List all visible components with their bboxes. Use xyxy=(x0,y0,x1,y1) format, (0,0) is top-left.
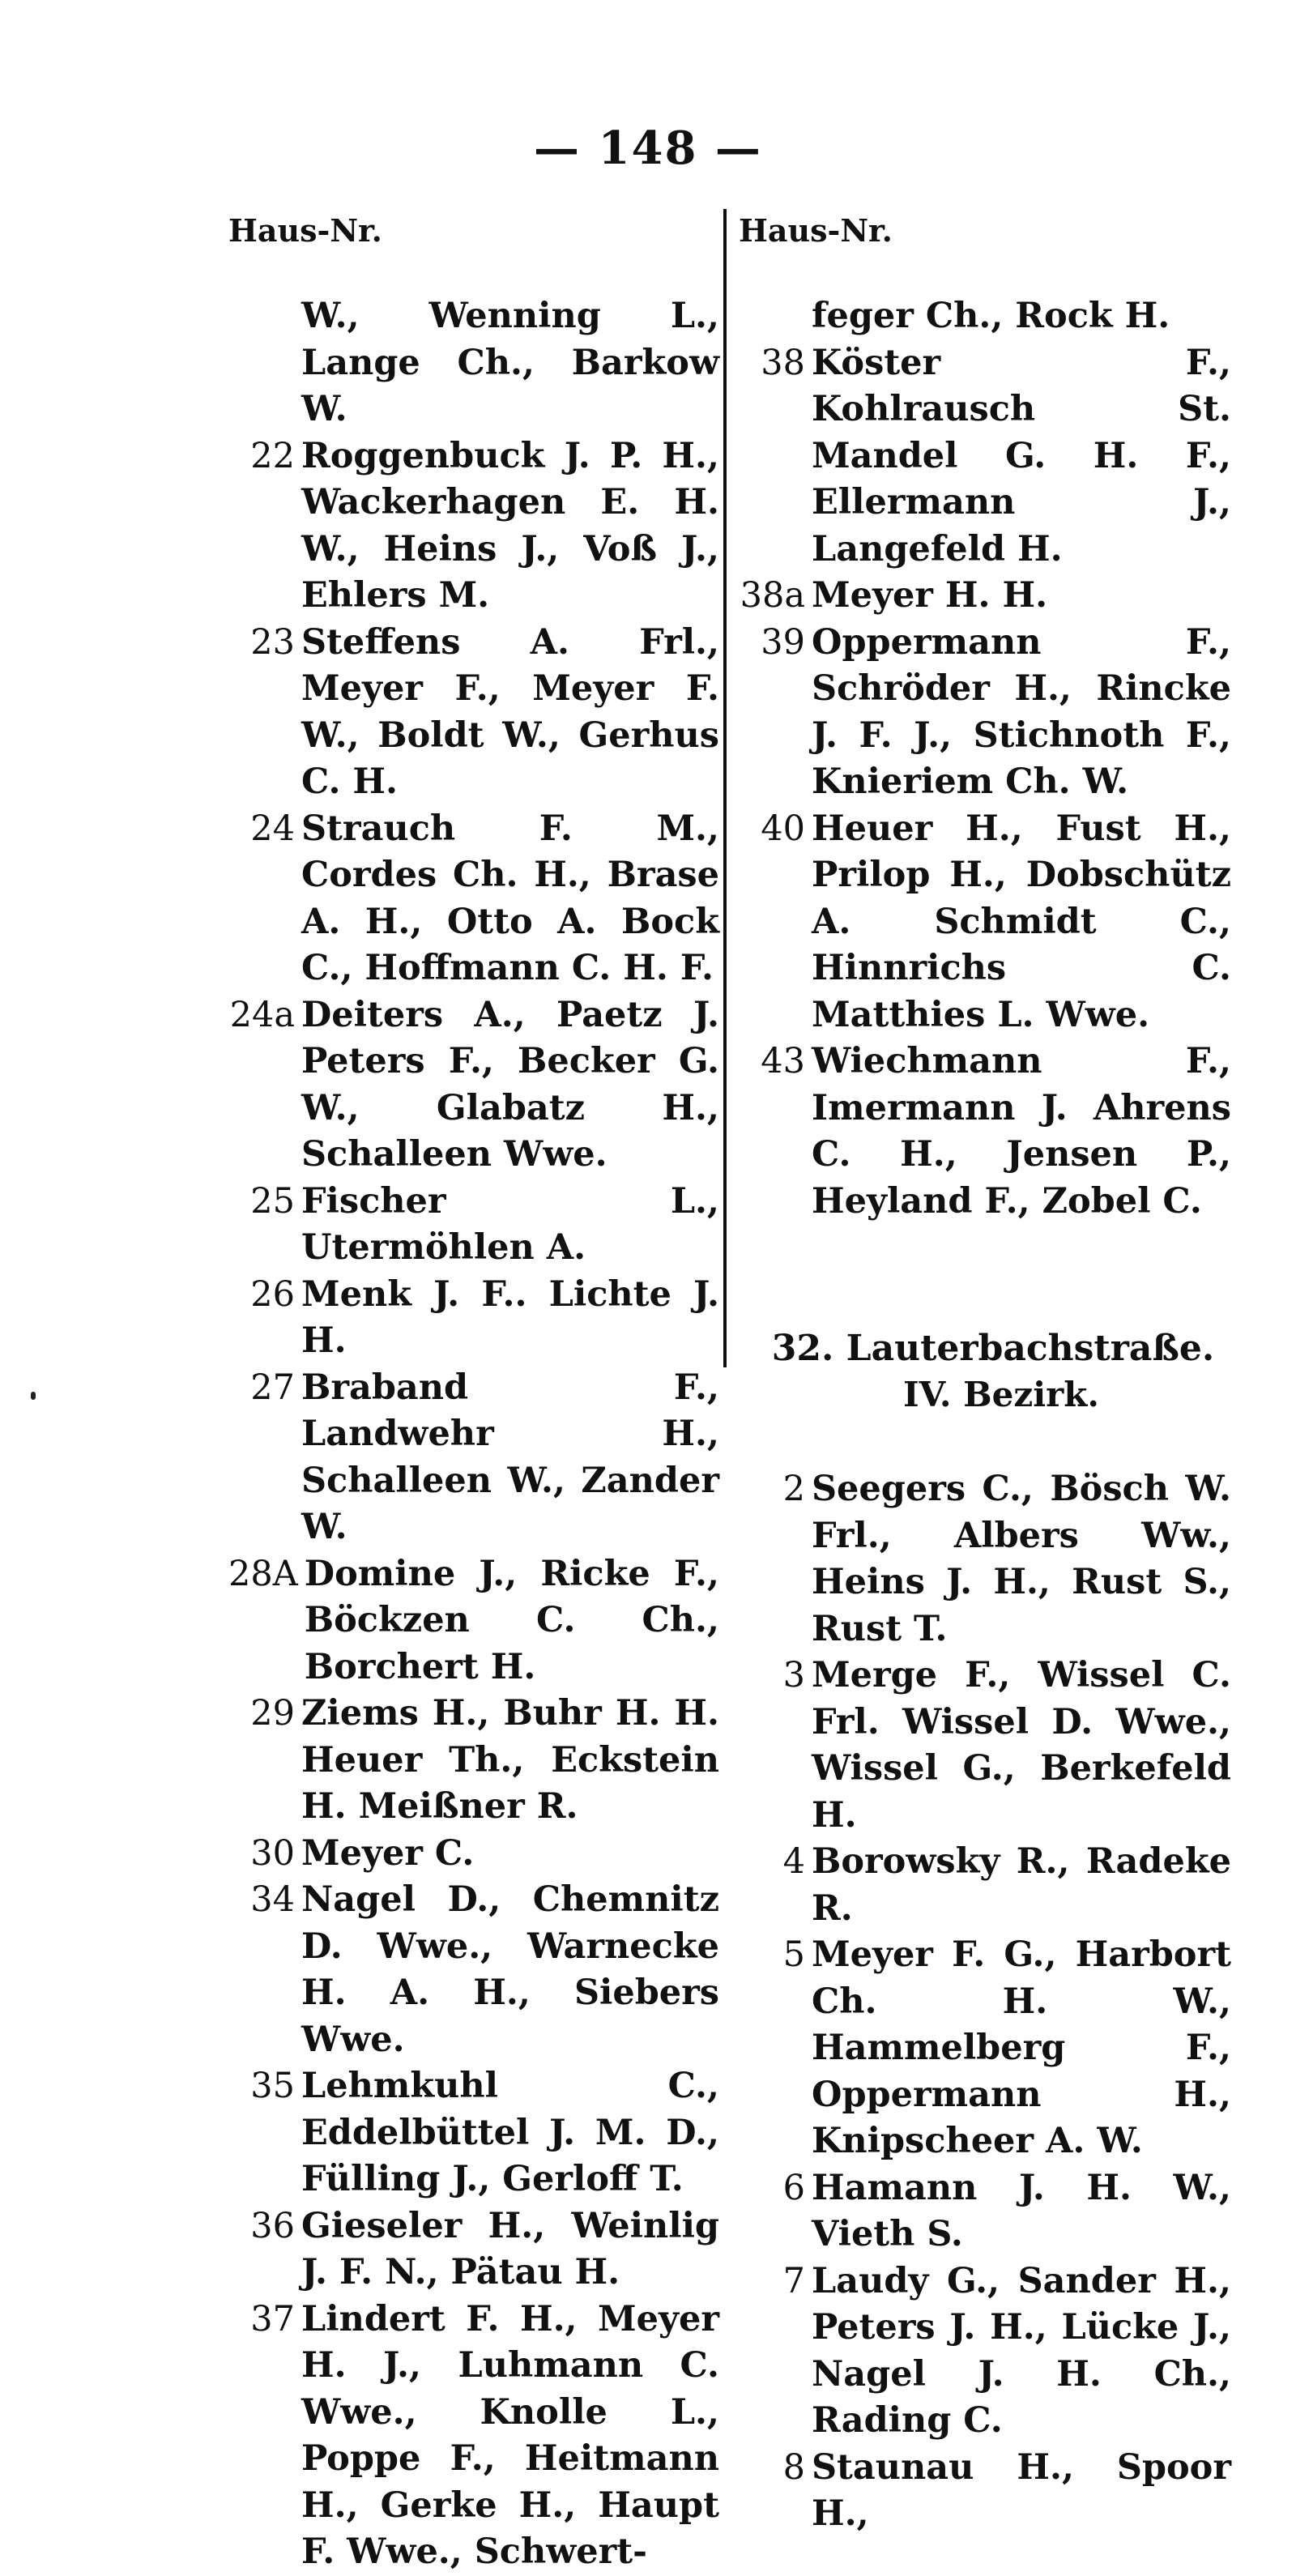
house-number: 39 xyxy=(761,621,805,663)
list-item xyxy=(739,2258,1231,2445)
list-item xyxy=(228,2297,719,2576)
residents: Deiters A., Paetz J. Peters F., Becker G. W., Glabatz H., Schalleen Wwe. xyxy=(301,994,719,1175)
residents: Strauch F. M., Cordes Ch. H., Brase A. H., Otto A. Bock C., Hoffmann C. H. F. xyxy=(301,808,719,988)
house-number: 4 xyxy=(782,1841,805,1882)
residents: Meyer C. xyxy=(301,1832,475,1874)
residents: Gieseler H., Weinlig J. F. N., Pätau H. xyxy=(301,2205,719,2292)
list-item xyxy=(228,433,719,620)
list-item xyxy=(739,573,1231,620)
residents: Meyer H. H. xyxy=(812,575,1048,616)
residents: W., Wenning L., Lange Ch., Barkow W. xyxy=(301,296,719,429)
residents: Ziems H., Buhr H. H. Heuer Th., Eckstein H. Meißner R. xyxy=(301,1693,719,1827)
district-heading: IV. Bezirk. xyxy=(902,1375,1099,1414)
list-item xyxy=(228,1551,719,1691)
list-item xyxy=(739,1466,1231,1653)
residents: Hamann J. H. W., Vieth S. xyxy=(812,2167,1231,2254)
list-item xyxy=(739,1932,1231,2165)
residents: Laudy G., Sander H., Peters J. H., Lücke J., Nagel J. H. Ch., Rading C. xyxy=(812,2260,1231,2441)
list-item xyxy=(228,806,719,992)
column-divider xyxy=(723,209,727,1367)
residents: Heuer H., Fust H., Prilop H., Dobschütz A. Schmidt C., Hinnrichs C. Matthies L. Wwe. xyxy=(812,808,1231,1035)
list-item xyxy=(228,2203,719,2297)
list-item xyxy=(739,1039,1231,1225)
house-number: 26 xyxy=(250,1273,295,1315)
list-item xyxy=(739,2445,1231,2538)
house-number: 24 xyxy=(250,808,295,849)
residents: Braband F., Landwehr H., Schalleen W., Zander W. xyxy=(301,1367,719,1547)
house-number: 2 xyxy=(782,1469,805,1509)
residents: Domine J., Ricke F., Böckzen C. Ch., Borchert H. xyxy=(304,1553,719,1687)
house-number: 38 xyxy=(761,342,805,383)
residents: Roggenbuck J. P. H., Wackerhagen E. H. W., Heins J., Voß J., Ehlers M. xyxy=(301,435,719,616)
house-number: 40 xyxy=(761,808,805,849)
list-item xyxy=(739,340,1231,574)
list-item xyxy=(739,806,1231,1039)
house-number: 37 xyxy=(250,2298,295,2339)
list-item xyxy=(228,992,719,1179)
right-column-header: Haus-Nr. xyxy=(739,212,893,249)
list-item xyxy=(228,1179,719,1272)
house-number: 28A xyxy=(228,1553,298,1594)
house-number: 23 xyxy=(250,621,295,663)
house-number: 7 xyxy=(782,2260,805,2301)
list-item xyxy=(228,1877,719,2063)
list-item xyxy=(228,293,719,433)
house-number: 8 xyxy=(782,2446,805,2488)
house-number: 24a xyxy=(229,994,295,1035)
list-item xyxy=(228,1365,719,1551)
page-number: — 148 — xyxy=(534,122,762,175)
left-column xyxy=(228,293,719,2576)
residents: Lehmkuhl C., Eddelbüttel J. M. D., Fülling J., Gerloff T. xyxy=(301,2066,719,2199)
ink-speck xyxy=(31,1392,36,1400)
house-number: 6 xyxy=(782,2167,805,2208)
house-number: 29 xyxy=(250,1693,295,1734)
house-number: 43 xyxy=(761,1041,805,1081)
list-item xyxy=(739,1839,1231,1932)
residents: Meyer F. G., Harbort Ch. H. W., Hammelberg F., Oppermann H., Knipscheer A. W. xyxy=(812,1934,1231,2161)
residents: Borowsky R., Radeke R. xyxy=(812,1841,1231,1929)
residents: Staunau H., Spoor H., xyxy=(812,2446,1231,2534)
residents: Nagel D., Chemnitz D. Wwe., Warnecke H. A. H., Siebers Wwe. xyxy=(301,1879,719,2060)
list-item xyxy=(739,1653,1231,1839)
house-number: 38a xyxy=(740,575,805,616)
residents: Steffens A. Frl., Meyer F., Meyer F. W., Boldt W., Gerhus C. H. xyxy=(301,621,719,802)
residents: Seegers C., Bösch W. Frl., Albers Ww., Heins J. H., Rust S., Rust T. xyxy=(812,1469,1231,1649)
house-number: 25 xyxy=(250,1180,295,1222)
list-item xyxy=(739,2165,1231,2258)
residents: Oppermann F., Schröder H., Rincke J. F. J., Stichnoth F., Knieriem Ch. W. xyxy=(812,621,1231,802)
house-number: 5 xyxy=(782,1934,805,1975)
house-number: 35 xyxy=(250,2066,295,2106)
house-number: 30 xyxy=(250,1832,295,1874)
residents: Merge F., Wissel C. Frl. Wissel D. Wwe., Wissel G., Berkefeld H. xyxy=(812,1655,1231,1836)
section-gap xyxy=(739,1225,1231,1320)
house-number: 22 xyxy=(250,435,295,476)
list-item xyxy=(739,620,1231,806)
street-heading: 32. Lauterbachstraße. xyxy=(771,1328,1215,1369)
house-number: 27 xyxy=(250,1367,295,1408)
list-item xyxy=(228,1831,719,1878)
house-number: 3 xyxy=(782,1655,805,1695)
residents: Wiechmann F., Imermann J. Ahrens C. H., Jensen P., Heyland F., Zobel C. xyxy=(812,1041,1231,1222)
list-item xyxy=(228,1272,719,1365)
left-column-header: Haus-Nr. xyxy=(228,212,382,249)
house-number: 36 xyxy=(250,2205,295,2246)
residents: Köster F., Kohlrausch St. Mandel G. H. F., Ellermann J., Langefeld H. xyxy=(812,342,1231,569)
list-item xyxy=(228,620,719,806)
residents: Menk J. F.. Lichte J. H. xyxy=(301,1273,719,1361)
list-item xyxy=(228,1691,719,1831)
residents: Fischer L., Utermöhlen A. xyxy=(301,1180,719,1268)
residents: Lindert F. H., Meyer H. J., Luhmann C. Wwe., Knolle L., Poppe F., Heitmann H., Gerke H., Haupt F. Wwe., Schwert- xyxy=(301,2298,719,2572)
house-number: 34 xyxy=(250,1879,295,1920)
right-column xyxy=(739,293,1231,2538)
list-item xyxy=(228,2063,719,2203)
list-item xyxy=(739,293,1231,340)
residents: feger Ch., Rock H. xyxy=(812,296,1170,336)
